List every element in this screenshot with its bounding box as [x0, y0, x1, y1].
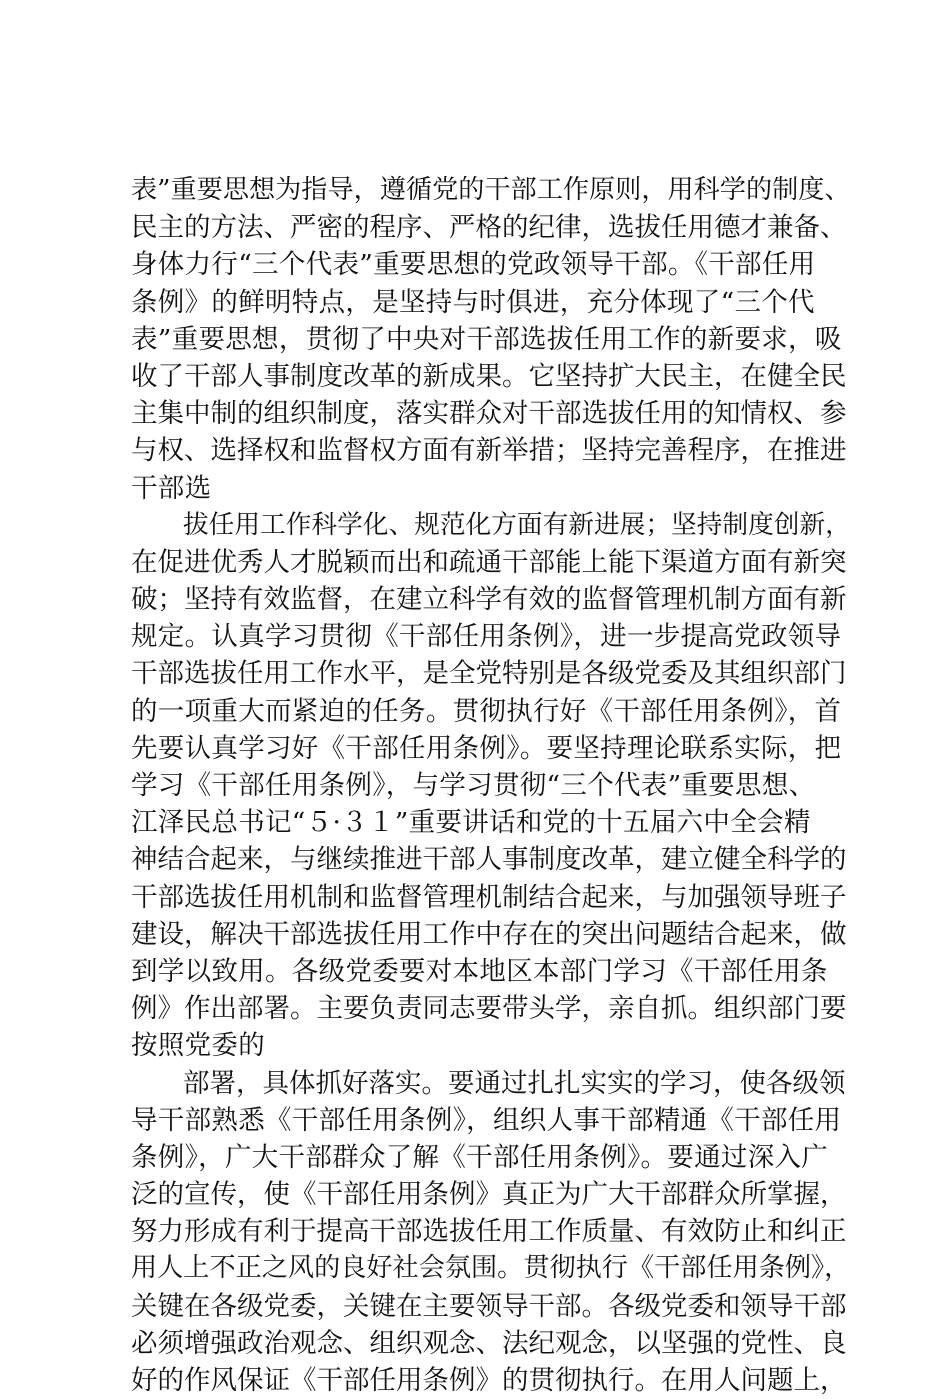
text-line: 条例》的鲜明特点，是坚持与时俱进，充分体现了“三个代	[131, 286, 815, 318]
text-line: 神结合起来，与继续推进干部人事制度改革，建立健全科学的	[131, 844, 847, 876]
text-line: 规定。认真学习贯彻《干部任用条例》，进一步提高党政领导	[131, 621, 842, 653]
text-line: 建设，解决干部选拔任用工作中存在的突出问题结合起来，做	[131, 918, 847, 950]
text-line: 干部选	[131, 472, 212, 504]
document-body-text	[131, 172, 851, 1399]
text-line: 泛的宣传，使《干部任用条例》真正为广大干部群众所掌握，	[131, 1179, 847, 1211]
text-line: 江泽民总书记“５·３１”重要讲话和党的十五届六中全会精	[131, 807, 811, 839]
text-line: 干部选拔任用工作水平，是全党特别是各级党委及其组织部门	[131, 658, 847, 690]
text-line: 到学以致用。各级党委要对本地区本部门学习《干部任用条	[131, 955, 828, 987]
text-line: 拔任用工作科学化、规范化方面有新进展；坚持制度创新，	[183, 509, 851, 540]
text-line: 条例》，广大干部群众了解《干部任用条例》。要通过深入广	[131, 1141, 829, 1173]
text-line: 导干部熟悉《干部任用条例》，组织人事干部精通《干部任用	[131, 1104, 842, 1136]
text-line: 用人上不正之风的良好社会氛围。贯彻执行《干部任用条例》，	[131, 1253, 851, 1284]
text-line: 先要认真学习好《干部任用条例》。要坚持理论联系实际，把	[131, 732, 842, 764]
text-line: 主集中制的组织制度，落实群众对干部选拔任用的知情权、参	[131, 398, 847, 430]
text-line: 关键在各级党委，关键在主要领导干部。各级党委和领导干部	[131, 1290, 847, 1322]
text-line: 部署，具体抓好落实。要通过扎扎实实的学习，使各级领	[183, 1067, 846, 1099]
text-line: 的一项重大而紧迫的任务。贯彻执行好《干部任用条例》，首	[131, 695, 842, 727]
text-line: 与权、选择权和监督权方面有新举措；坚持完善程序，在推进	[131, 435, 847, 467]
text-line: 在促进优秀人才脱颖而出和疏通干部能上能下渠道方面有新突	[131, 546, 847, 578]
text-line: 身体力行“三个代表”重要思想的党政领导干部。《干部任用	[131, 249, 816, 281]
text-line: 干部选拔任用机制和监督管理机制结合起来，与加强领导班子	[131, 881, 847, 913]
text-line: 破；坚持有效监督，在建立科学有效的监督管理机制方面有新	[131, 584, 847, 616]
text-line: 例》作出部署。主要负责同志要带头学，亲自抓。组织部门要	[131, 993, 847, 1025]
text-line: 必须增强政治观念、组织观念、法纪观念，以坚强的党性、良	[131, 1327, 847, 1359]
text-line: 民主的方法、严密的程序、严格的纪律，选拔任用德才兼备、	[131, 212, 847, 244]
text-line: 努力形成有利于提高干部选拔任用工作质量、有效防止和纠正	[131, 1216, 847, 1248]
text-line: 学习《干部任用条例》，与学习贯彻“三个代表”重要思想、	[131, 770, 816, 801]
text-line: 表”重要思想为指导，遵循党的干部工作原则，用科学的制度、	[131, 175, 851, 205]
text-line: 按照党委的	[131, 1030, 265, 1062]
text-line: 收了干部人事制度改革的新成果。它坚持扩大民主，在健全民	[131, 360, 847, 392]
text-line: 好的作风保证《干部任用条例》的贯彻执行。在用人问题上，	[131, 1365, 847, 1396]
text-line: 表”重要思想，贯彻了中央对干部选拔任用工作的新要求，吸	[131, 323, 842, 355]
